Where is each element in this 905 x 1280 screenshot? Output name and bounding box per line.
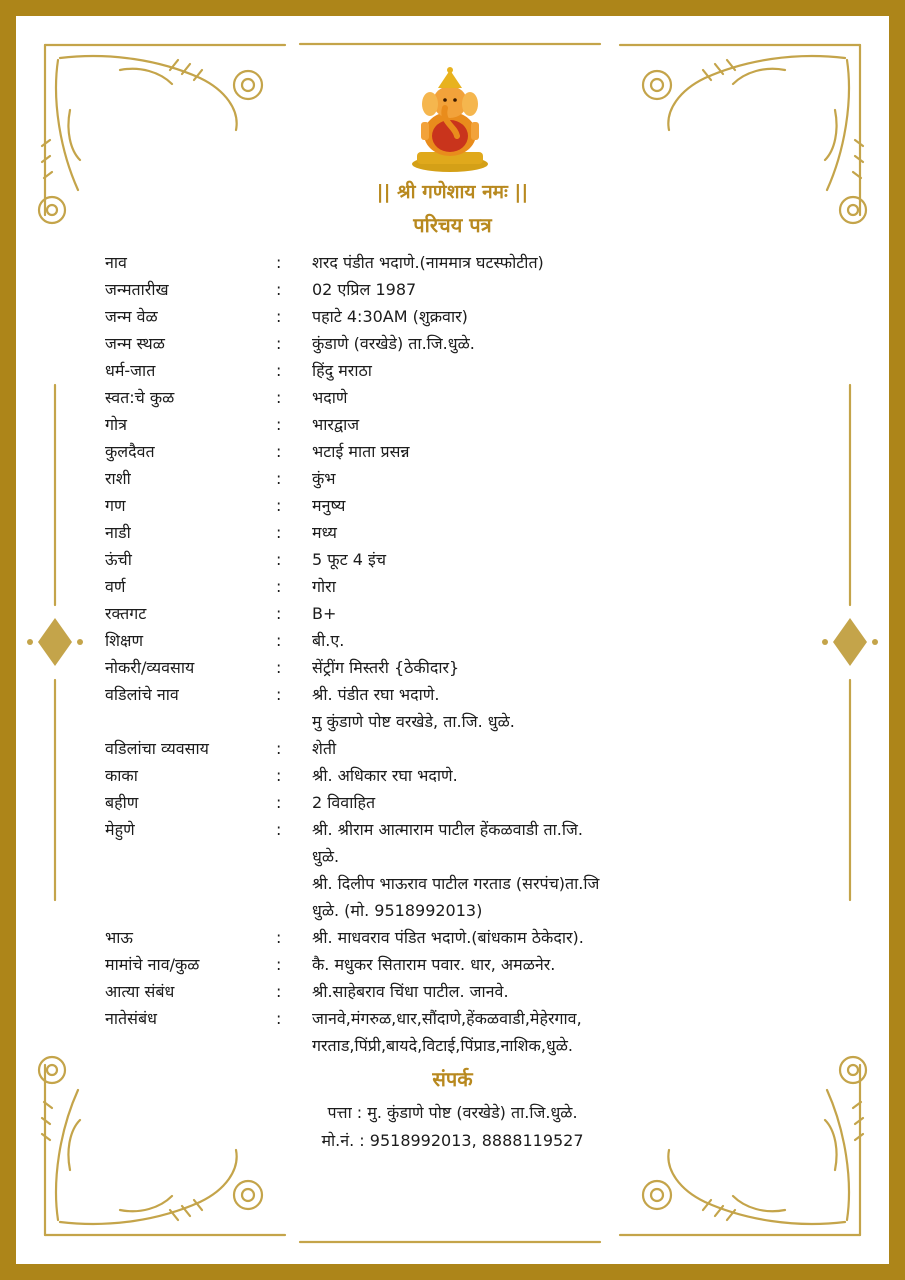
- detail-colon: :: [276, 415, 282, 434]
- detail-value: [312, 816, 742, 924]
- detail-value: [312, 303, 742, 330]
- detail-label: नाव: [105, 253, 127, 272]
- detail-label: ऊंची: [105, 550, 132, 569]
- detail-value-line: सेंट्रींग मिस्तरी {ठेकीदार}: [312, 658, 460, 677]
- detail-value: [312, 600, 742, 627]
- detail-value: [312, 627, 742, 654]
- detail-value: [312, 573, 742, 600]
- detail-row: [0, 735, 905, 762]
- detail-colon: :: [276, 1009, 282, 1028]
- detail-label: नाडी: [105, 523, 131, 542]
- detail-label: रक्तगट: [105, 604, 147, 623]
- detail-value-line: 5 फूट 4 इंच: [312, 550, 387, 569]
- detail-label: नोकरी/व्यवसाय: [105, 658, 195, 677]
- detail-colon: :: [276, 955, 282, 974]
- detail-label: गोत्र: [105, 415, 127, 434]
- detail-colon: :: [276, 307, 282, 326]
- detail-value-line: श्री. दिलीप भाऊराव पाटील गरताड (सरपंच)ता.जि: [312, 874, 600, 893]
- detail-colon: :: [276, 820, 282, 839]
- detail-row: [0, 357, 905, 384]
- detail-value-line: मध्य: [312, 523, 337, 542]
- detail-colon: :: [276, 388, 282, 407]
- detail-value: [312, 438, 742, 465]
- detail-label: आत्या संबंध: [105, 982, 175, 1001]
- detail-label: वडिलांचे नाव: [105, 685, 179, 704]
- detail-row: [0, 654, 905, 681]
- detail-colon: :: [276, 280, 282, 299]
- detail-value-line: 2 विवाहित: [312, 793, 376, 812]
- detail-value: [312, 654, 742, 681]
- detail-value-line: शेती: [312, 739, 337, 758]
- detail-row: [0, 951, 905, 978]
- detail-value-line: श्री. माधवराव पंडित भदाणे.(बांधकाम ठेकेदार).: [312, 928, 584, 947]
- detail-value-line: धुळे.: [312, 847, 340, 866]
- detail-colon: :: [276, 928, 282, 947]
- detail-colon: :: [276, 334, 282, 353]
- detail-row: [0, 573, 905, 600]
- detail-value: [312, 951, 742, 978]
- detail-value: [312, 330, 742, 357]
- detail-row: [0, 465, 905, 492]
- detail-label: शिक्षण: [105, 631, 144, 650]
- detail-row: [0, 816, 905, 924]
- detail-value-line: गोरा: [312, 577, 336, 596]
- detail-colon: :: [276, 658, 282, 677]
- detail-row: [0, 519, 905, 546]
- detail-value-line: धुळे. (मो. 9518992013): [312, 901, 483, 920]
- detail-value-line: 02 एप्रिल 1987: [312, 280, 417, 299]
- detail-value-line: मु कुंडाणे पोष्ट वरखेडे, ता.जि. धुळे.: [312, 712, 515, 731]
- detail-colon: :: [276, 793, 282, 812]
- detail-label: भाऊ: [105, 928, 133, 947]
- detail-row: [0, 492, 905, 519]
- detail-value-line: कुंभ: [312, 469, 336, 488]
- detail-colon: :: [276, 496, 282, 515]
- detail-label: मामांचे नाव/कुळ: [105, 955, 200, 974]
- detail-row: [0, 681, 905, 735]
- detail-value-line: श्री.साहेबराव चिंधा पाटील. जानवे.: [312, 982, 509, 1001]
- detail-colon: :: [276, 469, 282, 488]
- detail-colon: :: [276, 739, 282, 758]
- contact-title: संपर्क: [432, 1067, 473, 1091]
- detail-colon: :: [276, 550, 282, 569]
- detail-label: नातेसंबंध: [105, 1009, 157, 1028]
- detail-value: [312, 1005, 742, 1059]
- detail-value-line: हिंदु मराठा: [312, 361, 372, 380]
- detail-label: राशी: [105, 469, 131, 488]
- detail-label: मेहुणे: [105, 820, 135, 839]
- ganesh-idol-icon: [405, 64, 495, 174]
- detail-value-line: बी.ए.: [312, 631, 345, 650]
- detail-value: [312, 465, 742, 492]
- detail-row: [0, 789, 905, 816]
- detail-colon: :: [276, 361, 282, 380]
- detail-label: बहीण: [105, 793, 139, 812]
- invocation-text: || श्री गणेशाय नमः ||: [376, 181, 529, 203]
- detail-colon: :: [276, 766, 282, 785]
- detail-label: जन्म स्थळ: [105, 334, 165, 353]
- detail-value-line: जानवे,मंगरुळ,धार,सौंदाणे,हेंकळवाडी,मेहेरगाव,: [312, 1009, 582, 1028]
- detail-colon: :: [276, 442, 282, 461]
- detail-colon: :: [276, 577, 282, 596]
- detail-value-line: कै. मधुकर सिताराम पवार. धार, अमळनेर.: [312, 955, 556, 974]
- detail-row: [0, 438, 905, 465]
- detail-value: [312, 384, 742, 411]
- detail-value: [312, 492, 742, 519]
- detail-label: वर्ण: [105, 577, 126, 596]
- detail-value: [312, 789, 742, 816]
- detail-label: जन्म वेळ: [105, 307, 158, 326]
- detail-value: [312, 357, 742, 384]
- detail-label: कुलदैवत: [105, 442, 155, 461]
- detail-value: [312, 978, 742, 1005]
- detail-value-line: भटाई माता प्रसन्न: [312, 442, 410, 461]
- detail-value: [312, 411, 742, 438]
- detail-row: [0, 978, 905, 1005]
- detail-colon: :: [276, 604, 282, 623]
- detail-value-line: श्री. पंडीत रघा भदाणे.: [312, 685, 440, 704]
- detail-colon: :: [276, 685, 282, 704]
- contact-phone: मो.नं. : 9518992013, 8888119527: [321, 1131, 584, 1150]
- details-list: [0, 249, 905, 1059]
- detail-value-line: श्री. श्रीराम आत्माराम पाटील हेंकळवाडी ता.जि.: [312, 820, 583, 839]
- detail-label: वडिलांचा व्यवसाय: [105, 739, 209, 758]
- detail-value-line: शरद पंडीत भदाणे.(नाममात्र घटस्फोटीत): [312, 253, 544, 272]
- detail-value: [312, 276, 742, 303]
- detail-value-line: कुंडाणे (वरखेडे) ता.जि.धुळे.: [312, 334, 475, 353]
- detail-row: [0, 546, 905, 573]
- contact-address: पत्ता : मु. कुंडाणे पोष्ट (वरखेडे) ता.जि.धुळे.: [327, 1103, 578, 1122]
- detail-value: [312, 249, 742, 276]
- detail-value: [312, 546, 742, 573]
- detail-value-line: पहाटे 4:30AM (शुक्रवार): [312, 307, 468, 326]
- detail-value-line: श्री. अधिकार रघा भदाणे.: [312, 766, 458, 785]
- detail-colon: :: [276, 631, 282, 650]
- detail-colon: :: [276, 982, 282, 1001]
- document-title: परिचय पत्र: [413, 213, 492, 237]
- detail-value-line: गरताड,पिंप्री,बायदे,विटाई,पिंप्राड,नाशिक,धुळे.: [312, 1036, 573, 1055]
- detail-value: [312, 762, 742, 789]
- detail-label: गण: [105, 496, 126, 515]
- detail-row: [0, 330, 905, 357]
- detail-label: काका: [105, 766, 138, 785]
- detail-value-line: भारद्वाज: [312, 415, 360, 434]
- detail-row: [0, 411, 905, 438]
- detail-row: [0, 276, 905, 303]
- detail-row: [0, 1005, 905, 1059]
- detail-label: जन्मतारीख: [105, 280, 169, 299]
- detail-value: [312, 924, 742, 951]
- detail-row: [0, 249, 905, 276]
- detail-colon: :: [276, 253, 282, 272]
- detail-value: [312, 681, 742, 735]
- detail-row: [0, 600, 905, 627]
- detail-row: [0, 303, 905, 330]
- detail-row: [0, 384, 905, 411]
- detail-colon: :: [276, 523, 282, 542]
- detail-value: [312, 735, 742, 762]
- detail-row: [0, 762, 905, 789]
- detail-label: स्वत:चे कुळ: [105, 388, 175, 407]
- detail-label: धर्म-जात: [105, 361, 156, 380]
- detail-value-line: भदाणे: [312, 388, 348, 407]
- detail-value-line: मनुष्य: [312, 496, 346, 515]
- detail-row: [0, 924, 905, 951]
- detail-row: [0, 627, 905, 654]
- detail-value-line: B+: [312, 604, 337, 623]
- detail-value: [312, 519, 742, 546]
